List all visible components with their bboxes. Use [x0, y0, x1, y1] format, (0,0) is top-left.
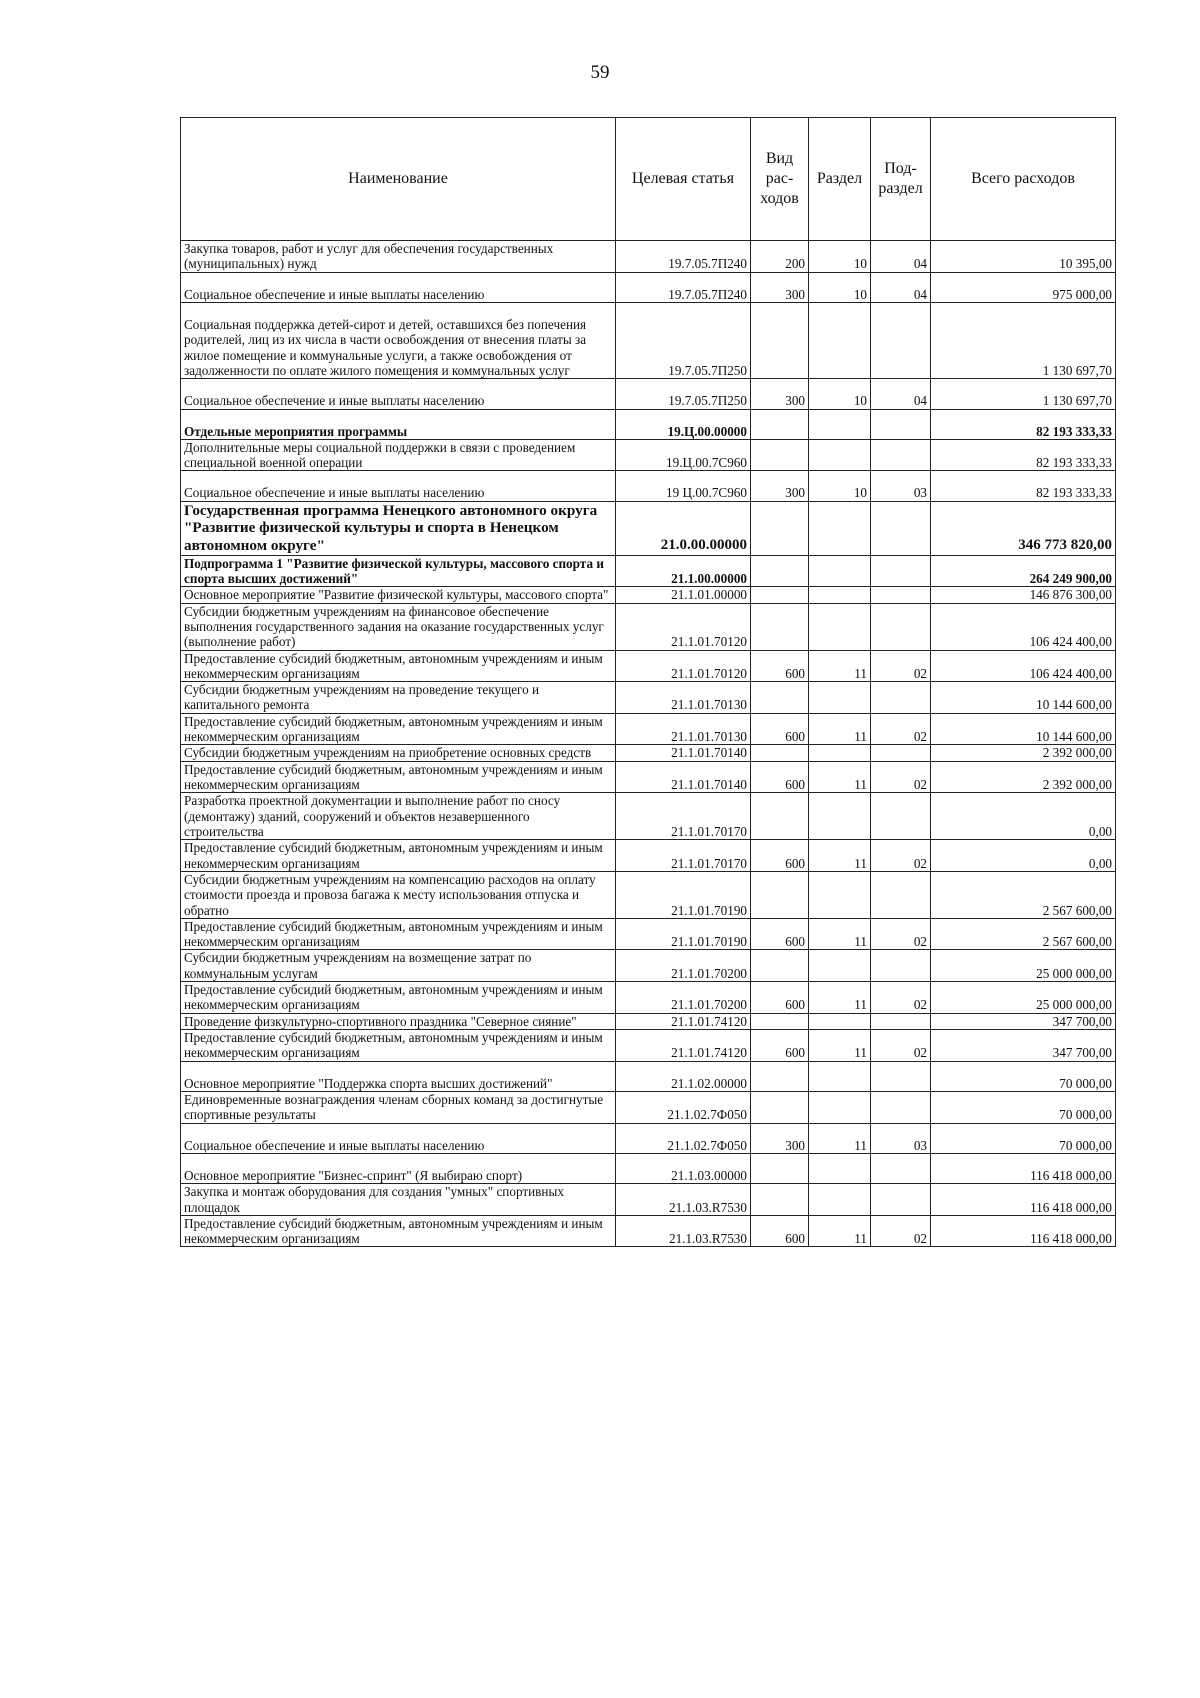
- row-name: Социальное обеспечение и иные выплаты населению: [181, 471, 616, 501]
- table-row: [181, 1061, 1116, 1091]
- row-target: 21.1.01.70140: [616, 745, 751, 761]
- table-row: [181, 555, 1116, 587]
- row-section: [809, 950, 871, 982]
- row-kind: [751, 1184, 809, 1216]
- row-name: Предоставление субсидий бюджетным, автономным учреждениям и иным некоммерческим организациям: [181, 840, 616, 872]
- row-name: Закупка и монтаж оборудования для создания "умных" спортивных площадок: [181, 1184, 616, 1216]
- row-total: 10 395,00: [931, 241, 1116, 273]
- row-total: 1 130 697,70: [931, 379, 1116, 409]
- row-subsection: [871, 1091, 931, 1123]
- row-name: Отдельные мероприятия программы: [181, 409, 616, 439]
- row-name: Подпрограмма 1 "Развитие физической культуры, массового спорта и спорта высших достижений": [181, 555, 616, 587]
- budget-table: [180, 117, 1116, 1247]
- row-target: 21.1.02.00000: [616, 1061, 751, 1091]
- row-total: 82 193 333,33: [931, 471, 1116, 501]
- row-section: [809, 439, 871, 471]
- row-kind: 300: [751, 471, 809, 501]
- table-row: [181, 1153, 1116, 1183]
- row-kind: [751, 871, 809, 918]
- row-target: 21.1.01.70190: [616, 871, 751, 918]
- row-total: 1 130 697,70: [931, 302, 1116, 378]
- row-subsection: [871, 950, 931, 982]
- row-subsection: [871, 501, 931, 555]
- table-row: [181, 982, 1116, 1014]
- row-section: 10: [809, 241, 871, 273]
- row-total: 975 000,00: [931, 272, 1116, 302]
- table-row: [181, 1091, 1116, 1123]
- table-row: [181, 1184, 1116, 1216]
- row-subsection: [871, 682, 931, 714]
- row-subsection: 02: [871, 840, 931, 872]
- row-section: [809, 871, 871, 918]
- header-section: Раздел: [809, 118, 871, 241]
- table-row: [181, 1030, 1116, 1062]
- row-total: 82 193 333,33: [931, 439, 1116, 471]
- table-row: [181, 587, 1116, 603]
- row-subsection: [871, 555, 931, 587]
- row-subsection: 02: [871, 982, 931, 1014]
- row-name: Субсидии бюджетным учреждениям на приобретение основных средств: [181, 745, 616, 761]
- row-total: 2 392 000,00: [931, 745, 1116, 761]
- row-subsection: [871, 871, 931, 918]
- table-row: [181, 650, 1116, 682]
- table-row: [181, 409, 1116, 439]
- row-subsection: [871, 1184, 931, 1216]
- row-section: [809, 501, 871, 555]
- row-total: 2 392 000,00: [931, 761, 1116, 793]
- row-total: 70 000,00: [931, 1091, 1116, 1123]
- header-name: Наименование: [181, 118, 616, 241]
- row-subsection: [871, 745, 931, 761]
- row-target: 19 Ц.00.7С960: [616, 471, 751, 501]
- row-total: 2 567 600,00: [931, 871, 1116, 918]
- row-name: Социальное обеспечение и иные выплаты населению: [181, 379, 616, 409]
- row-section: [809, 1184, 871, 1216]
- row-section: [809, 682, 871, 714]
- row-kind: [751, 555, 809, 587]
- table-row: [181, 603, 1116, 650]
- row-section: 11: [809, 918, 871, 950]
- row-subsection: 03: [871, 1123, 931, 1153]
- header-total: Всего расходов: [931, 118, 1116, 241]
- row-name: Закупка товаров, работ и услуг для обеспечения государственных (муниципальных) нужд: [181, 241, 616, 273]
- table-row: [181, 950, 1116, 982]
- row-subsection: 02: [871, 713, 931, 745]
- table-row: [181, 871, 1116, 918]
- row-name: Предоставление субсидий бюджетным, автономным учреждениям и иным некоммерческим организациям: [181, 1030, 616, 1062]
- row-total: 347 700,00: [931, 1030, 1116, 1062]
- row-target: 21.1.01.70200: [616, 982, 751, 1014]
- row-kind: [751, 745, 809, 761]
- row-subsection: [871, 1013, 931, 1029]
- row-name: Субсидии бюджетным учреждениям на проведение текущего и капитального ремонта: [181, 682, 616, 714]
- row-target: 21.0.00.00000: [616, 501, 751, 555]
- row-name: Субсидии бюджетным учреждениям на возмещение затрат по коммунальным услугам: [181, 950, 616, 982]
- row-total: 346 773 820,00: [931, 501, 1116, 555]
- table-row: [181, 745, 1116, 761]
- row-section: [809, 1061, 871, 1091]
- row-subsection: [871, 793, 931, 840]
- row-target: 21.1.01.70170: [616, 793, 751, 840]
- row-section: 11: [809, 713, 871, 745]
- header-subsection: Под-раздел: [871, 118, 931, 241]
- header-row: [181, 118, 1116, 241]
- row-kind: 300: [751, 272, 809, 302]
- row-kind: 600: [751, 1215, 809, 1247]
- row-total: 116 418 000,00: [931, 1153, 1116, 1183]
- row-subsection: 02: [871, 650, 931, 682]
- row-kind: 600: [751, 650, 809, 682]
- row-kind: 300: [751, 1123, 809, 1153]
- row-kind: 600: [751, 982, 809, 1014]
- row-target: 21.1.01.74120: [616, 1030, 751, 1062]
- row-subsection: 03: [871, 471, 931, 501]
- row-total: 10 144 600,00: [931, 682, 1116, 714]
- row-target: 21.1.01.70200: [616, 950, 751, 982]
- header-target: Целевая статья: [616, 118, 751, 241]
- row-name: Предоставление субсидий бюджетным, автономным учреждениям и иным некоммерческим организациям: [181, 713, 616, 745]
- row-target: 21.1.01.70130: [616, 713, 751, 745]
- table-body: [181, 241, 1116, 1247]
- row-subsection: 04: [871, 241, 931, 273]
- row-subsection: 02: [871, 761, 931, 793]
- row-section: 11: [809, 1123, 871, 1153]
- row-section: [809, 1091, 871, 1123]
- row-total: 0,00: [931, 840, 1116, 872]
- row-subsection: [871, 587, 931, 603]
- row-name: Предоставление субсидий бюджетным, автономным учреждениям и иным некоммерческим организациям: [181, 982, 616, 1014]
- row-target: 21.1.01.70120: [616, 650, 751, 682]
- table-row: [181, 471, 1116, 501]
- row-name: Дополнительные меры социальной поддержки в связи с проведением специальной военной операции: [181, 439, 616, 471]
- row-target: 21.1.03.00000: [616, 1153, 751, 1183]
- row-name: Основное мероприятие "Развитие физической культуры, массового спорта": [181, 587, 616, 603]
- row-kind: 200: [751, 241, 809, 273]
- row-name: Социальное обеспечение и иные выплаты населению: [181, 1123, 616, 1153]
- row-section: 11: [809, 1215, 871, 1247]
- row-subsection: 02: [871, 1030, 931, 1062]
- row-kind: 600: [751, 713, 809, 745]
- row-total: 70 000,00: [931, 1123, 1116, 1153]
- row-target: 21.1.03.R7530: [616, 1184, 751, 1216]
- row-total: 146 876 300,00: [931, 587, 1116, 603]
- row-subsection: [871, 409, 931, 439]
- table-row: [181, 501, 1116, 555]
- row-total: 116 418 000,00: [931, 1184, 1116, 1216]
- row-target: 21.1.00.00000: [616, 555, 751, 587]
- row-kind: [751, 409, 809, 439]
- row-target: 19.Ц.00.00000: [616, 409, 751, 439]
- row-target: 21.1.01.70140: [616, 761, 751, 793]
- row-total: 25 000 000,00: [931, 982, 1116, 1014]
- row-kind: [751, 439, 809, 471]
- row-subsection: [871, 302, 931, 378]
- row-name: Предоставление субсидий бюджетным, автономным учреждениям и иным некоммерческим организациям: [181, 761, 616, 793]
- row-name: Предоставление субсидий бюджетным, автономным учреждениям и иным некоммерческим организациям: [181, 1215, 616, 1247]
- row-kind: [751, 1153, 809, 1183]
- row-target: 21.1.02.7Ф050: [616, 1123, 751, 1153]
- row-kind: 600: [751, 1030, 809, 1062]
- row-target: 21.1.01.70170: [616, 840, 751, 872]
- row-section: [809, 603, 871, 650]
- table-row: [181, 713, 1116, 745]
- row-target: 19.7.05.7П240: [616, 272, 751, 302]
- row-section: 10: [809, 471, 871, 501]
- table-row: [181, 1215, 1116, 1247]
- row-subsection: [871, 603, 931, 650]
- table-row: [181, 1123, 1116, 1153]
- row-section: [809, 302, 871, 378]
- row-target: 21.1.01.70130: [616, 682, 751, 714]
- row-kind: [751, 682, 809, 714]
- row-subsection: 04: [871, 379, 931, 409]
- row-total: 264 249 900,00: [931, 555, 1116, 587]
- header-kind: Вид рас-ходов: [751, 118, 809, 241]
- row-kind: [751, 1013, 809, 1029]
- row-subsection: [871, 1153, 931, 1183]
- page-number: 59: [590, 62, 610, 83]
- row-total: 116 418 000,00: [931, 1215, 1116, 1247]
- row-kind: [751, 1091, 809, 1123]
- row-kind: 600: [751, 761, 809, 793]
- row-name: Основное мероприятие "Поддержка спорта высших достижений": [181, 1061, 616, 1091]
- row-kind: [751, 501, 809, 555]
- row-section: 11: [809, 650, 871, 682]
- row-subsection: 04: [871, 272, 931, 302]
- row-target: 21.1.02.7Ф050: [616, 1091, 751, 1123]
- row-section: 11: [809, 761, 871, 793]
- row-section: [809, 409, 871, 439]
- row-total: 347 700,00: [931, 1013, 1116, 1029]
- row-name: Государственная программа Ненецкого автономного округа "Развитие физической культуры и спорта в Ненецком автономном округе": [181, 501, 616, 555]
- table-row: [181, 1013, 1116, 1029]
- row-total: 0,00: [931, 793, 1116, 840]
- row-section: 10: [809, 379, 871, 409]
- row-name: Основное мероприятие "Бизнес-спринт" (Я выбираю спорт): [181, 1153, 616, 1183]
- row-target: 21.1.01.70120: [616, 603, 751, 650]
- row-total: 82 193 333,33: [931, 409, 1116, 439]
- row-kind: [751, 587, 809, 603]
- row-section: [809, 587, 871, 603]
- row-section: [809, 555, 871, 587]
- row-kind: [751, 302, 809, 378]
- row-target: 19.Ц.00.7С960: [616, 439, 751, 471]
- row-total: 25 000 000,00: [931, 950, 1116, 982]
- row-name: Субсидии бюджетным учреждениям на компенсацию расходов на оплату стоимости проезда и провоза багажа к месту использования отпуска и обратно: [181, 871, 616, 918]
- row-kind: 600: [751, 918, 809, 950]
- row-name: Социальная поддержка детей-сирот и детей, оставшихся без попечения родителей, лиц из их числа в части освобождения от внесения платы за жилое помещение и коммунальные услуги, а также освобождения от задолженности по оплате жилого помещения и коммунальных услуг: [181, 302, 616, 378]
- row-section: [809, 793, 871, 840]
- row-subsection: 02: [871, 1215, 931, 1247]
- row-total: 10 144 600,00: [931, 713, 1116, 745]
- row-name: Проведение физкультурно-спортивного праздника "Северное сияние": [181, 1013, 616, 1029]
- row-section: [809, 1013, 871, 1029]
- table-row: [181, 682, 1116, 714]
- table-row: [181, 840, 1116, 872]
- table-row: [181, 761, 1116, 793]
- row-target: 21.1.03.R7530: [616, 1215, 751, 1247]
- table-row: [181, 439, 1116, 471]
- table-row: [181, 241, 1116, 273]
- row-target: 19.7.05.7П240: [616, 241, 751, 273]
- row-section: 11: [809, 1030, 871, 1062]
- row-kind: [751, 1061, 809, 1091]
- row-kind: [751, 603, 809, 650]
- row-subsection: [871, 1061, 931, 1091]
- table-row: [181, 302, 1116, 378]
- row-total: 2 567 600,00: [931, 918, 1116, 950]
- row-target: 21.1.01.70190: [616, 918, 751, 950]
- table-row: [181, 272, 1116, 302]
- row-name: Субсидии бюджетным учреждениям на финансовое обеспечение выполнения государственного задания на оказание государственных услуг (выполнение работ): [181, 603, 616, 650]
- row-kind: [751, 793, 809, 840]
- row-section: 11: [809, 840, 871, 872]
- table-row: [181, 918, 1116, 950]
- row-name: Разработка проектной документации и выполнение работ по сносу (демонтажу) зданий, сооружений и объектов незавершенного строительства: [181, 793, 616, 840]
- row-name: Предоставление субсидий бюджетным, автономным учреждениям и иным некоммерческим организациям: [181, 918, 616, 950]
- row-name: Единовременные вознаграждения членам сборных команд за достигнутые спортивные результаты: [181, 1091, 616, 1123]
- row-subsection: [871, 439, 931, 471]
- row-section: 10: [809, 272, 871, 302]
- row-target: 19.7.05.7П250: [616, 302, 751, 378]
- row-total: 106 424 400,00: [931, 650, 1116, 682]
- row-name: Социальное обеспечение и иные выплаты населению: [181, 272, 616, 302]
- table-row: [181, 793, 1116, 840]
- row-section: [809, 745, 871, 761]
- row-target: 19.7.05.7П250: [616, 379, 751, 409]
- row-target: 21.1.01.74120: [616, 1013, 751, 1029]
- row-total: 70 000,00: [931, 1061, 1116, 1091]
- row-target: 21.1.01.00000: [616, 587, 751, 603]
- row-section: 11: [809, 982, 871, 1014]
- row-section: [809, 1153, 871, 1183]
- row-kind: [751, 950, 809, 982]
- table-row: [181, 379, 1116, 409]
- row-subsection: 02: [871, 918, 931, 950]
- row-kind: 600: [751, 840, 809, 872]
- row-name: Предоставление субсидий бюджетным, автономным учреждениям и иным некоммерческим организациям: [181, 650, 616, 682]
- row-kind: 300: [751, 379, 809, 409]
- row-total: 106 424 400,00: [931, 603, 1116, 650]
